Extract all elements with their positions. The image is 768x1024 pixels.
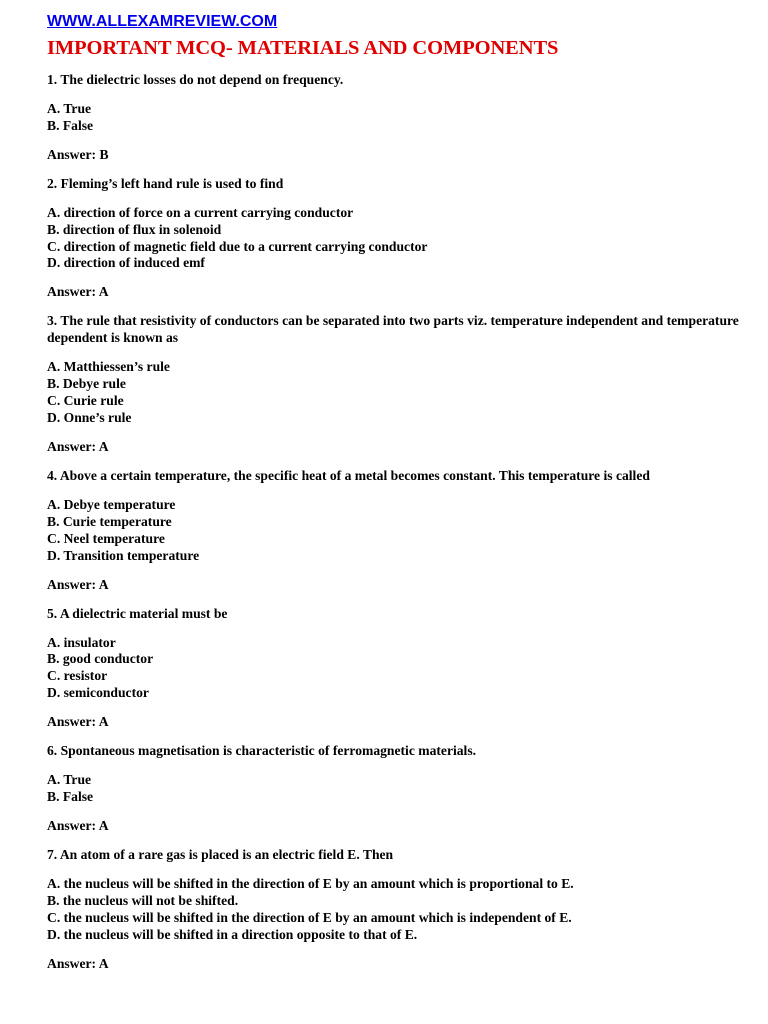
option-item: D. the nucleus will be shifted in a direction opposite to that of E. [47, 926, 418, 942]
option-list [47, 772, 747, 806]
option-item: B. direction of flux in solenoid [47, 221, 222, 237]
option-item: A. Debye temperature [47, 496, 176, 512]
option-item: A. direction of force on a current carrying conductor [47, 204, 354, 220]
option-item: D. Transition temperature [47, 547, 200, 563]
option-list [47, 101, 747, 135]
option-item: B. the nucleus will not be shifted. [47, 892, 239, 908]
option-item: D. Onne’s rule [47, 409, 132, 425]
question-block [47, 468, 747, 593]
answer-text: Answer: B [47, 146, 109, 162]
option-list [47, 359, 747, 427]
option-item: C. resistor [47, 668, 108, 684]
question-block [47, 313, 747, 455]
answer-text: Answer: A [47, 817, 109, 833]
question-block [47, 72, 747, 164]
question-text: 5. A dielectric material must be [47, 605, 228, 621]
answer-text: Answer: A [47, 955, 109, 971]
option-item: A. insulator [47, 634, 116, 650]
question-text: 4. Above a certain temperature, the specific heat of a metal becomes constant. This temperature is called [47, 467, 650, 483]
question-text: 3. The rule that resistivity of conductors can be separated into two parts viz. temperature independent and temperature dependent is known as [47, 313, 739, 346]
option-item: D. semiconductor [47, 685, 149, 701]
answer-text: Answer: A [47, 714, 109, 730]
question-block [47, 606, 747, 731]
option-item: A. Matthiessen’s rule [47, 359, 170, 375]
question-text: 6. Spontaneous magnetisation is characteristic of ferromagnetic materials. [47, 743, 477, 759]
site-link[interactable]: WWW.ALLEXAMREVIEW.COM [47, 13, 278, 30]
answer-text: Answer: A [47, 284, 109, 300]
option-list [47, 497, 747, 565]
option-item: C. Curie rule [47, 393, 124, 409]
option-item: A. True [47, 100, 92, 116]
question-list [47, 72, 747, 972]
option-item: B. Curie temperature [47, 513, 172, 529]
option-list [47, 876, 747, 944]
answer-text: Answer: A [47, 438, 109, 454]
option-item: A. the nucleus will be shifted in the direction of E by an amount which is proportional to E. [47, 875, 574, 891]
question-block [47, 176, 747, 301]
option-item: B. False [47, 117, 94, 133]
answer-text: Answer: A [47, 576, 109, 592]
page-title: IMPORTANT MCQ- MATERIALS AND COMPONENTS [47, 37, 559, 59]
option-item: B. False [47, 789, 94, 805]
option-item: D. direction of induced emf [47, 255, 205, 271]
option-list [47, 205, 747, 273]
question-text: 2. Fleming’s left hand rule is used to find [47, 175, 284, 191]
question-text: 7. An atom of a rare gas is placed is an electric field E. Then [47, 847, 394, 863]
question-text: 1. The dielectric losses do not depend on frequency. [47, 72, 344, 87]
option-list [47, 635, 747, 703]
option-item: C. the nucleus will be shifted in the direction of E by an amount which is independent of E. [47, 909, 572, 925]
question-block [47, 743, 747, 835]
option-item: C. Neel temperature [47, 530, 165, 546]
option-item: C. direction of magnetic field due to a current carrying conductor [47, 238, 428, 254]
option-item: B. good conductor [47, 651, 154, 667]
document-page [47, 12, 747, 985]
option-item: A. True [47, 772, 92, 788]
option-item: B. Debye rule [47, 376, 126, 392]
question-block [47, 847, 747, 972]
